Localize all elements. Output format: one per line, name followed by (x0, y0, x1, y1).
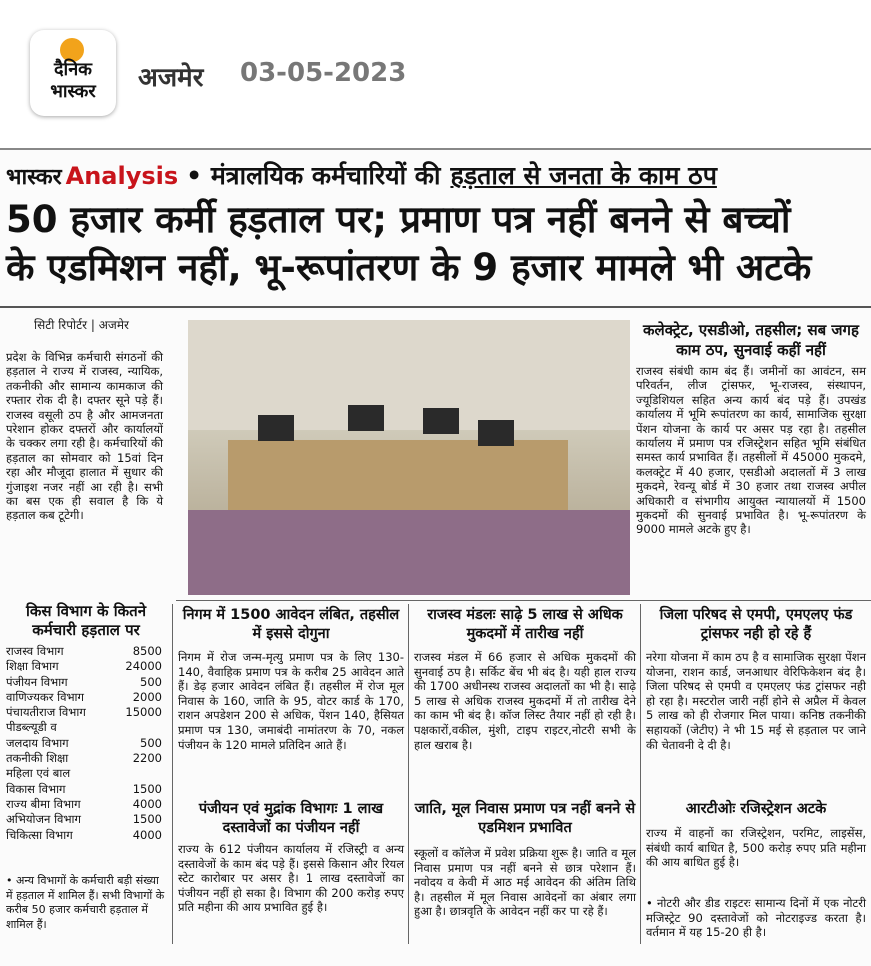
table-count (162, 720, 166, 735)
dainik-bhaskar-logo[interactable] (30, 30, 116, 116)
kicker-text: • मंत्रालयिक कर्मचारियों की (186, 161, 441, 190)
table-count: 4000 (132, 827, 162, 842)
headline-rule (0, 306, 871, 308)
article-heading: पंजीयन एवं मुद्रांक विभागः 1 लाख दस्तावेजों का पंजीयन नहीं (198, 801, 384, 836)
kicker (6, 158, 717, 190)
table-count: 15000 (125, 705, 162, 720)
table-row (6, 705, 166, 720)
office-photo (188, 320, 630, 595)
table-row (6, 644, 166, 659)
table-dept: वाणिज्यकर विभाग (6, 689, 85, 704)
table-count: 1500 (132, 812, 162, 827)
logo-line-1: दैनिक (53, 59, 93, 80)
photo-monitor (348, 405, 384, 431)
article-body: राज्य में वाहनों का रजिस्ट्रेशन, परमिट, लाइसेंस, संबंधी कार्य बाधित है, 500 करोड़ रुपए प्रति महीना की आय बाधित हुई है। (646, 826, 866, 870)
right-top-heading: कलेक्ट्रेट, एसडीओ, तहसील; सब जगह काम ठप, सुनवाई कहीं नहीं (643, 321, 859, 359)
column-divider (172, 604, 173, 944)
table-row (6, 828, 166, 843)
table-count: 2200 (132, 751, 162, 766)
photo-monitor (258, 415, 294, 441)
article-heading: जिला परिषद से एमपी, एमएलए फंड ट्रांसफर नही हो रहे हैं (659, 607, 853, 642)
table-count: 1500 (132, 781, 162, 796)
edition-date: 03-05-2023 (240, 58, 407, 88)
table-row (6, 690, 166, 705)
table-dept: पीडब्ल्यूडी व (6, 720, 57, 735)
table-dept: पंजीयन विभाग (6, 674, 68, 689)
headline-line-2: के एडमिशन नहीं, भू-रूपांतरण के 9 हजार मामले भी अटके (6, 246, 812, 289)
photo-wall (188, 320, 630, 430)
article-body: निगम में रोज जन्म-मृत्यु प्रमाण पत्र के लिए 130-140, वैवाहिक प्रमाण पत्र के करीब 25 आवेदन आते हैं। डेढ़ हजार आवेदन लंबित हैं। तहसील में रोज मूल निवास के 160, जाति के 95, वोटर कार्ड के 170, राशन अपडेशन 200 से अधिक, पेंशन 140, हैसियत प्रमाण पत्र 130, जमाबंदी नामांतरण के 70, नकल पंजीयन के 120 मामले प्रतिदिन आते हैं। (178, 650, 404, 752)
table-dept: राजस्व विभाग (6, 644, 64, 658)
table-dept: चिकित्सा विभाग (6, 827, 73, 842)
column-divider (408, 604, 409, 944)
table-dept: राज्य बीमा विभाग (6, 796, 81, 811)
table-row (6, 812, 166, 827)
right-top-body: राजस्व संबंधी काम बंद हैं। जमीनों का आवंटन, सम परिवर्तन, लीज ट्रांसफर, भू-राजस्व, संस्थापन, ज्यूडिशियल सहित अन्य कार्य बंद पड़े हैं। उपखंड कार्यालय में भूमि रूपांतरण का कार्य, सामाजिक सुरक्षा पेंशन योजना के कार्य पर असर पड़ रहा है। तहसील कार्यालय में प्रमाण पत्र रजिस्ट्रेशन सहित भूमि संबंधित समस्त कार्य प्रभावित हैं। तहसीलों में 45000 मुकदमे, कलक्ट्रेट में 40 हजार, एसडीओ अदालतों में 3 लाख मुकदमे, रेवन्यू बोर्ड में 30 हजार तथा राजस्व अपील अधिकारी व संभागीय आयुक्त न्यायालयों में 1500 मुकदमों की सुनवाई प्रभावित है। भू-रूपांतरण के 9000 मामले अटके हुए है। (636, 364, 866, 537)
article-body: • नोटरी और डीड राइटरः सामान्य दिनों में एक नोटरी मजिस्ट्रेट 90 दस्तावेजों को नोटराइज्ड करता है। वर्तमान में यह 15-20 ही है। (646, 896, 866, 940)
table-dept: महिला एवं बाल (6, 766, 71, 781)
table-row (6, 659, 166, 674)
article-heading: जाति, मूल निवास प्रमाण पत्र नहीं बनने से एडमिशन प्रभावित (414, 801, 636, 836)
photo-monitor (423, 408, 459, 434)
table-row (6, 797, 166, 812)
table-count: 24000 (125, 659, 162, 674)
table-dept: जलदाय विभाग (6, 735, 69, 750)
photo-monitor (478, 420, 514, 446)
article-heading: राजस्व मंडलः साढ़े 5 लाख से अधिक मुकदमों में तारीख नहीं (427, 607, 623, 642)
headline-line-1: 50 हजार कर्मी हड़ताल पर; प्रमाण पत्र नहीं बनने से बच्चों (6, 198, 791, 241)
article-heading: आरटीओः रजिस्ट्रेशन अटके (685, 801, 827, 817)
section-rule (176, 600, 871, 601)
logo-line-2: भास्कर (50, 81, 96, 102)
column-divider (640, 604, 641, 944)
header-bar (0, 0, 871, 150)
table-row (6, 720, 166, 735)
table-count: 500 (140, 735, 162, 750)
photo-foreground-desk (188, 510, 630, 595)
headline (6, 196, 868, 292)
table-count: 500 (140, 674, 162, 689)
kicker-underlined: हड़ताल से जनता के काम ठप (450, 161, 717, 190)
table-row (6, 766, 166, 781)
table-row (6, 675, 166, 690)
article-body: राजस्व मंडल में 66 हजार से अधिक मुकदमों की सुनवाई ठप है। सर्किट बेंच भी बंद है। यही हाल राज्य की 1700 अधीनस्थ राजस्व अदालतों का भी है। साढ़े 5 लाख से अधिक राजस्व मुकदमों में तो तारीख देने का काम भी बंद है। कॉज लिस्ट तैयार नहीं हो रही है। पक्षकारों,वकील, मुंशी, टाइप राइटर,नोटरी सभी के हाल खराब है। (414, 650, 636, 752)
table-row (6, 736, 166, 751)
byline: सिटी रिपोर्टर | अजमेर (34, 318, 129, 332)
table-dept: पंचायतीराज विभाग (6, 705, 86, 720)
kicker-brand: भास्कर (6, 165, 62, 190)
table-count: 8500 (132, 644, 162, 658)
article-body: स्कूलों व कॉलेज में प्रवेश प्रक्रिया शुरू है। जाति व मूल निवास प्रमाण पत्र नहीं बनने से छात्र परेशान हैं। नवोदय व केवी में आठ मई आवेदन की अंतिम तिथि है। तहसील में मूल निवास आवेदनों का अंबार लगा हुआ है। छात्रवृति के आवेदन नहीं कर पा रहे हैं। (414, 846, 636, 919)
strike-table (6, 644, 166, 843)
top-rule (0, 148, 871, 150)
table-note: • अन्य विभागों के कर्मचारी बड़ी संख्या में हड़ताल में शामिल हैं। सभी विभागों के करीब 50 हजार कर्मचारी हड़ताल में शामिल हैं। (6, 874, 165, 931)
table-count (162, 766, 166, 781)
table-dept: अभियोजन विभाग (6, 812, 81, 827)
article-body: नरेगा योजना में काम ठप है व सामाजिक सुरक्षा पेंशन योजना, राशन कार्ड, जनआधार वेरिफिकेशन बंद है। जिला परिषद से एमपी व एमएलए फंड ट्रांसफर नही हो रहा है। मस्टरोल जारी नहीं होने से अप्रैल में केवल 5 लाख को ही रोजगार मिल पाया। कनिष्ठ तकनीकी सहायकों (जेटीए) ने भी 15 मई से हड़ताल पर जाने की चेतावनी दे दी है। (646, 650, 866, 752)
table-dept: तकनीकी शिक्षा (6, 751, 69, 766)
article-heading: निगम में 1500 आवेदन लंबित, तहसील में इससे दोगुना (182, 607, 400, 642)
table-dept: शिक्षा विभाग (6, 659, 59, 674)
article-body: राज्य के 612 पंजीयन कार्यालय में रजिस्ट्री व अन्य दस्तावेजों के काम बंद पड़े हैं। इससे किसान और रियल स्टेट कारोबार पर असर है। 1 लाख दस्तावेजों का पंजीयन नहीं हो सका है। विभाग की 200 करोड़ रुपए प्रति महीना की आय प्रभावित हुई है। (178, 842, 404, 915)
table-dept: विकास विभाग (6, 781, 66, 796)
kicker-analysis: Analysis (65, 162, 179, 190)
table-count: 4000 (132, 796, 162, 811)
table-row (6, 782, 166, 797)
table-count: 2000 (132, 689, 162, 704)
table-row (6, 751, 166, 766)
intro-paragraph: प्रदेश के विभिन्न कर्मचारी संगठनों की हड़ताल ने राज्य में राजस्व, न्यायिक, तकनीकी और सामान्य कामकाज की रफ्तार रोक दी है। दफ्तर सूने पड़े हैं। राजस्व वसूली ठप है और आमजनता परेशान होकर दफ्तरों और कार्यालयों के चक्कर लगा रही है। कर्मचारियों की हड़ताल का सोमवार को 15वां दिन रहा और मौजूदा हालात में सुधार की गुंजाइश नजर नहीं आ रही है। सभी का बस एक ही सवाल है कि ये हड़ताल कब टूटेगी। (6, 350, 163, 523)
edition-city: अजमेर (138, 63, 204, 93)
strike-table-title: किस विभाग के कितने कर्मचारी हड़ताल पर (25, 602, 147, 639)
